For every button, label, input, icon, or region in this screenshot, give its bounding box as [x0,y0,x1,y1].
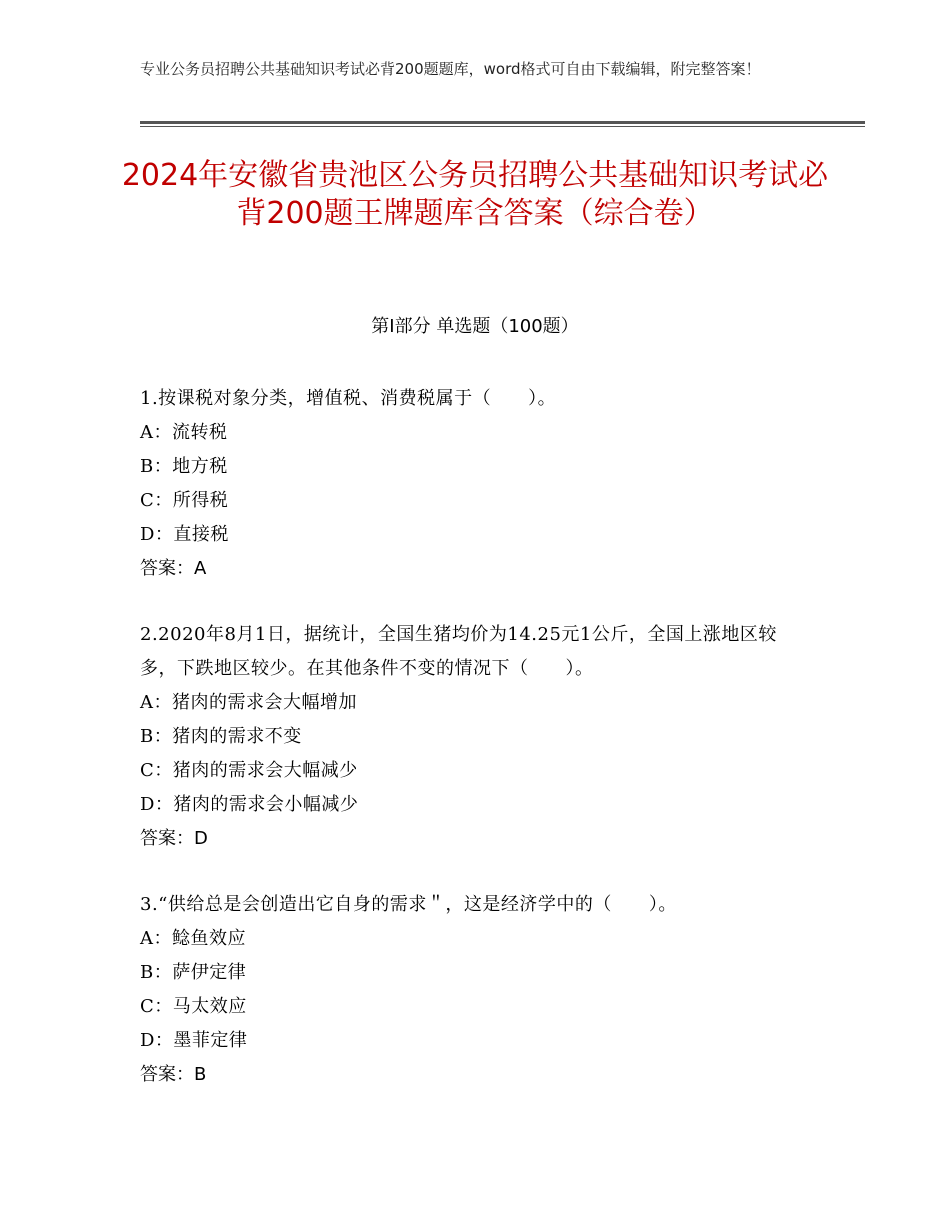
header-note: 专业公务员招聘公共基础知识考试必背200题题库，word格式可自由下载编辑，附完整答案！ [140,60,761,78]
question-stem: 3.“供给总是会创造出它自身的需求＂，这是经济学中的（ ）。 [140,894,677,915]
option-a: A：流转税 [140,422,228,443]
document-title: 2024年安徽省贵池区公务员招聘公共基础知识考试必背200题王牌题库含答案（综合卷） [121,158,829,231]
option-b: B：猪肉的需求不变 [140,726,302,747]
option-d: D：猪肉的需求会小幅减少 [140,794,359,815]
question-3 [140,888,812,1092]
option-c: C：猪肉的需求会大幅减少 [140,760,358,781]
section-title: 第Ⅰ部分 单选题（100题） [371,316,579,337]
question-stem: 2.2020年8月1日，据统计，全国生猪均价为14.25元1公斤，全国上涨地区较多，下跌地区较少。在其他条件不变的情况下（ ）。 [140,624,777,679]
option-b: B：地方税 [140,456,228,477]
option-d: D：墨菲定律 [140,1030,248,1051]
option-c: C：所得税 [140,490,229,511]
option-d: D：直接税 [140,524,229,545]
answer-line: 答案：A [140,558,207,579]
question-1 [140,382,812,586]
option-a: A：鲶鱼效应 [140,928,246,949]
header-divider-thin [140,126,865,127]
question-2 [140,618,812,856]
option-c: C：马太效应 [140,996,247,1017]
header-divider-thick [140,121,865,124]
option-b: B：萨伊定律 [140,962,247,983]
answer-line: 答案：D [140,828,208,849]
question-stem: 1.按课税对象分类，增值税、消费税属于（ ）。 [140,388,557,409]
option-a: A：猪肉的需求会大幅增加 [140,692,357,713]
question-list [140,382,812,1124]
answer-line: 答案：B [140,1064,207,1085]
